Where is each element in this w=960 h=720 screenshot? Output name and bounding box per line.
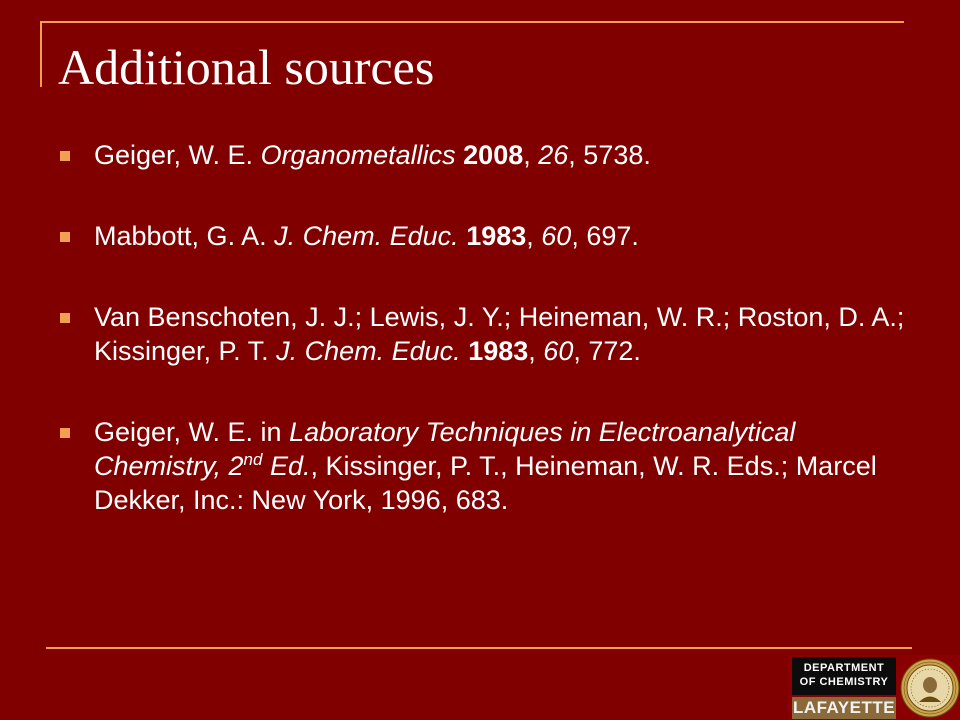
bullet-icon (60, 232, 70, 242)
reference-text-run: Laboratory Techniques in Electroanalytical Chemistry, 2 (94, 417, 796, 481)
reference-text-run: Mabbott, G. A. (94, 221, 275, 251)
slide-title: Additional sources (58, 39, 435, 95)
reference-text-run: , (528, 336, 544, 366)
reference-text-run: Geiger, W. E. (94, 140, 261, 170)
bullet-icon (60, 151, 70, 161)
reference-text (94, 415, 910, 517)
reference-text-run: 1983 (468, 336, 529, 366)
reference-text (94, 219, 910, 253)
reference-list (60, 138, 910, 517)
reference-text-run: , 772. (573, 336, 641, 366)
reference-text-run: , (526, 221, 542, 251)
logo-college-name: LAFAYETTE (792, 698, 896, 717)
reference-item (60, 138, 910, 172)
reference-item (60, 415, 910, 517)
reference-item (60, 300, 910, 368)
reference-text-run: Van Benschoten, J. J.; Lewis, J. Y.; Heineman, W. R.; Roston, D. A.; Kissinger, P. T. (94, 302, 905, 366)
reference-text-run: nd (243, 450, 263, 469)
left-rule (40, 21, 42, 87)
reference-text-run: Organometallics (260, 140, 456, 170)
reference-text-run: 1983 (466, 221, 527, 251)
reference-text-run: , Kissinger, P. T., Heineman, W. R. Eds.; Marcel Dekker, Inc.: New York, 1996, 683. (94, 451, 877, 515)
reference-text-run: J. Chem. Educ. (276, 336, 461, 366)
reference-text-run: 60 (541, 221, 572, 251)
top-rule (40, 21, 904, 23)
reference-text (94, 138, 910, 172)
reference-text (94, 300, 910, 368)
bullet-icon (60, 428, 70, 438)
bullet-icon (60, 313, 70, 323)
college-seal-icon (900, 658, 960, 718)
reference-text-run: , 5738. (568, 140, 651, 170)
reference-text-run: Geiger, W. E. in (94, 417, 290, 447)
reference-text-run: J. Chem. Educ. (274, 221, 459, 251)
reference-text-run: Ed. (262, 451, 311, 481)
reference-text-run: 2008 (463, 140, 524, 170)
reference-text-run: 60 (543, 336, 574, 366)
bottom-rule (46, 647, 912, 649)
logo-line-1: DEPARTMENT (803, 662, 885, 674)
logo-line-2: OF CHEMISTRY (799, 676, 889, 688)
reference-text-run: 26 (538, 140, 569, 170)
reference-item (60, 219, 910, 253)
department-logo (788, 655, 960, 720)
reference-text-run: , (523, 140, 539, 170)
reference-text-run: , 697. (571, 221, 639, 251)
logo-department-block (792, 657, 896, 695)
